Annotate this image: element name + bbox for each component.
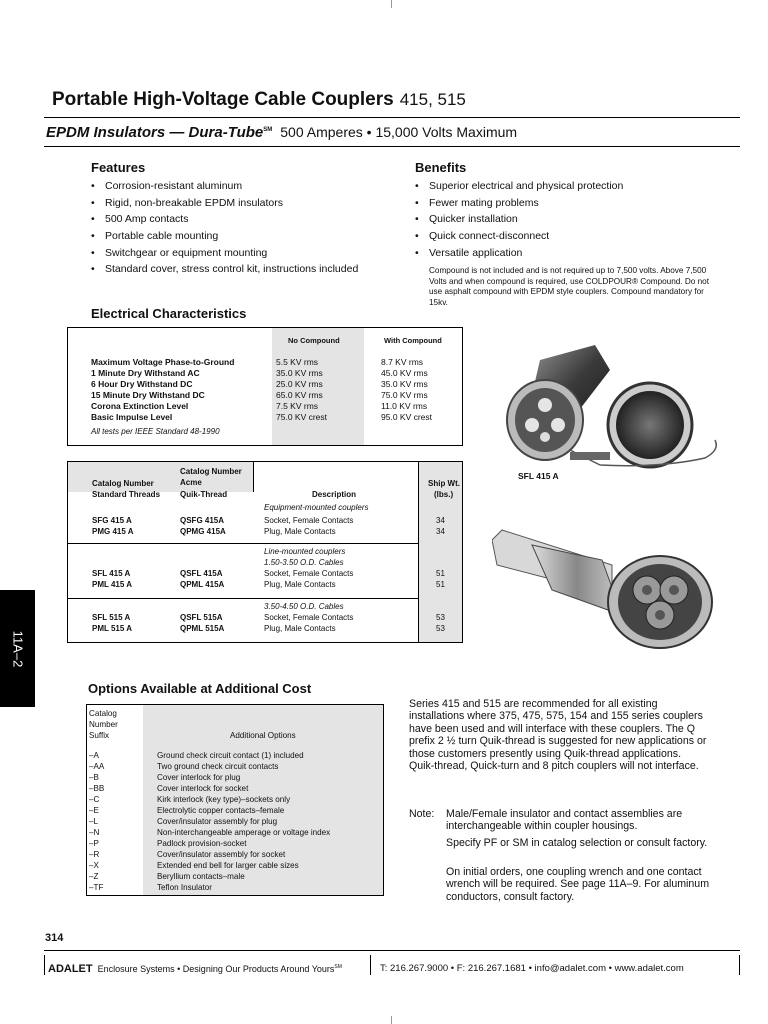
option-description: Cover interlock for plug	[157, 773, 241, 782]
electrical-row-label: 1 Minute Dry Withstand AC	[91, 368, 200, 378]
feature-item: • Portable cable mounting	[91, 228, 358, 245]
option-suffix: –AA	[89, 762, 105, 771]
feature-item: • 500 Amp contacts	[91, 211, 358, 228]
electrical-no-compound-value: 75.0 KV crest	[276, 412, 328, 422]
option-suffix: –BB	[89, 784, 105, 793]
catalog-standard-number: SFL 415 A	[92, 569, 131, 578]
h-ship-2: (lbs.)	[434, 490, 454, 499]
electrical-labels	[91, 357, 234, 423]
option-suffix: –Z	[89, 872, 99, 881]
feature-item: • Rigid, non-breakable EPDM insulators	[91, 195, 358, 212]
rating-text: 500 Amperes • 15,000 Volts Maximum	[280, 124, 518, 140]
electrical-row-label: 15 Minute Dry Withstand DC	[91, 390, 205, 400]
footer-divider-left	[44, 955, 45, 975]
page-subtitle	[46, 124, 517, 141]
benefit-item: • Quick connect-disconnect	[415, 228, 623, 245]
catalog-description: Plug, Male Contacts	[264, 580, 336, 589]
option-suffix: –B	[89, 773, 99, 782]
h-acme-1: Catalog Number	[180, 467, 242, 476]
electrical-with-compound-values	[381, 357, 432, 423]
catalog-group-title: Line-mounted couplers	[264, 547, 346, 556]
option-description: Padlock provision-socket	[157, 839, 247, 848]
feature-item: • Corrosion-resistant aluminum	[91, 178, 358, 195]
photo-caption: SFL 415 A	[518, 471, 559, 481]
electrical-no-compound-value: 25.0 KV rms	[276, 379, 323, 389]
catalog-acme-number: QPMG 415A	[180, 527, 226, 536]
footer-brand	[48, 963, 342, 975]
feature-item: • Standard cover, stress control kit, instructions included	[91, 261, 358, 278]
option-description: Two ground check circuit contacts	[157, 762, 279, 771]
catalog-description: Socket, Female Contacts	[264, 613, 354, 622]
catalog-acme-number: QPML 515A	[180, 624, 225, 633]
crop-mark-bottom	[391, 1016, 392, 1024]
h-suffix-2: Number	[89, 720, 118, 729]
catalog-description: Socket, Female Contacts	[264, 569, 354, 578]
option-description: Cover/insulator assembly for plug	[157, 817, 278, 826]
electrical-table	[67, 327, 463, 446]
catalog-standard-number: SFG 415 A	[92, 516, 132, 525]
coupler-photo-plug	[492, 520, 722, 650]
note-item-2: Specify PF or SM in catalog selection or consult factory.	[446, 837, 708, 849]
footer-divider-right	[739, 955, 740, 975]
option-description: Non-interchangeable amperage or voltage index	[157, 828, 331, 837]
compound-note: Compound is not included and is not required up to 7,500 volts. Above 7,500 Volts and when compound is required, use COLDPOUR® Compound. Do not use asphalt compound with EPDM style couplers. Compound mandatory for 15kv.	[429, 266, 710, 307]
option-suffix: –P	[89, 839, 99, 848]
catalog-ship-weight: 34	[436, 527, 445, 536]
insulators-text: EPDM Insulators — Dura-Tube	[46, 124, 264, 141]
electrical-with-compound-value: 95.0 KV crest	[381, 412, 433, 422]
features-heading: Features	[91, 160, 146, 175]
catalog-header-divider	[253, 462, 254, 492]
catalog-ship-weight: 53	[436, 624, 445, 633]
electrical-with-compound-value: 35.0 KV rms	[381, 379, 428, 389]
catalog-ship-weight: 34	[436, 516, 445, 525]
note-item-3: On initial orders, one coupling wrench and one contact wrench will be required. See page 11A–9. For aluminum conductors, consult factory.	[446, 866, 710, 903]
electrical-no-compound-values	[276, 357, 327, 423]
catalog-ship-weight: 51	[436, 569, 445, 578]
model-numbers: 415, 515	[399, 90, 466, 109]
h-acme-3: Quik-Thread	[180, 490, 228, 499]
catalog-standard-number: PML 515 A	[92, 624, 133, 633]
electrical-no-compound-value: 65.0 KV rms	[276, 390, 323, 400]
option-description: Teflon Insulator	[157, 883, 212, 892]
benefit-item: • Quicker installation	[415, 211, 623, 228]
benefits-list	[415, 178, 623, 261]
crop-mark-top	[391, 0, 392, 8]
options-heading: Options Available at Additional Cost	[88, 681, 312, 696]
catalog-group-divider	[68, 598, 418, 599]
brand-name: ADALET	[48, 963, 93, 975]
electrical-with-compound-value: 8.7 KV rms	[381, 357, 424, 367]
options-suffixes	[89, 750, 104, 893]
catalog-acme-number: QSFG 415A	[180, 516, 225, 525]
catalog-description: Plug, Male Contacts	[264, 624, 336, 633]
catalog-group-title: Equipment-mounted couplers	[264, 503, 369, 512]
catalog-standard-number: PMG 415 A	[92, 527, 134, 536]
electrical-with-compound-value: 75.0 KV rms	[381, 390, 428, 400]
h-catalog-1: Catalog Number	[92, 479, 154, 488]
catalog-description: Plug, Male Contacts	[264, 527, 336, 536]
option-suffix: –R	[89, 850, 100, 859]
electrical-with-compound-value: 45.0 KV rms	[381, 368, 428, 378]
h-additional-options: Additional Options	[230, 731, 296, 740]
catalog-standard-number: PML 415 A	[92, 580, 133, 589]
electrical-no-compound-value: 7.5 KV rms	[276, 401, 319, 411]
option-suffix: –N	[89, 828, 100, 837]
option-suffix: –A	[89, 751, 99, 760]
electrical-no-compound-value: 5.5 KV rms	[276, 357, 319, 367]
option-suffix: –X	[89, 861, 99, 870]
h-ship-1: Ship Wt.	[428, 479, 460, 488]
coupler-photo-socket	[500, 340, 725, 470]
h-suffix-1: Catalog	[89, 709, 117, 718]
footer-divider-mid	[370, 955, 371, 975]
option-description: Kirk interlock (key type)–sockets only	[157, 795, 291, 804]
electrical-note: All tests per IEEE Standard 48-1990	[91, 427, 220, 436]
col-no-compound: No Compound	[288, 336, 340, 345]
service-mark: SM	[263, 127, 273, 133]
option-description: Cover interlock for socket	[157, 784, 249, 793]
benefits-heading: Benefits	[415, 160, 467, 175]
section-tab	[0, 590, 35, 707]
option-suffix: –C	[89, 795, 100, 804]
catalog-description: Socket, Female Contacts	[264, 516, 354, 525]
h-catalog-2: Standard Threads	[92, 490, 161, 499]
catalog-group-divider	[68, 543, 418, 544]
electrical-row-label: Maximum Voltage Phase-to-Ground	[91, 357, 235, 367]
footer-tagline: Enclosure Systems • Designing Our Products Around Yours	[97, 964, 335, 974]
page-title	[52, 89, 466, 111]
h-suffix-3: Suffix	[89, 731, 110, 740]
footer-contact: T: 216.267.9000 • F: 216.267.1681 • info@adalet.com • www.adalet.com	[380, 963, 684, 974]
option-description: Ground check circuit contact (1) included	[157, 751, 304, 760]
section-tab-label: 11A–2	[10, 630, 25, 667]
catalog-acme-number: QSFL 515A	[180, 613, 223, 622]
benefit-item: • Fewer mating problems	[415, 195, 623, 212]
page-number: 314	[45, 932, 64, 944]
options-descriptions	[157, 750, 330, 893]
catalog-ship-weight: 51	[436, 580, 445, 589]
title-rule	[44, 117, 740, 118]
note-item-1: Male/Female insulator and contact assemblies are interchangeable within coupler housings.	[446, 808, 683, 833]
electrical-row-label: 6 Hour Dry Withstand DC	[91, 379, 193, 389]
option-description: Beryllium contacts–male	[157, 872, 245, 881]
footer-service-mark: SM	[334, 964, 342, 970]
option-suffix: –TF	[89, 883, 104, 892]
catalog-standard-number: SFL 515 A	[92, 613, 131, 622]
col-with-compound: With Compound	[384, 336, 442, 345]
option-suffix: –L	[89, 817, 99, 826]
catalog-ship-weight: 53	[436, 613, 445, 622]
electrical-no-compound-value: 35.0 KV rms	[276, 368, 323, 378]
electrical-row-label: Corona Extinction Level	[91, 401, 189, 411]
benefit-item: • Superior electrical and physical protection	[415, 178, 623, 195]
benefit-item: • Versatile application	[415, 245, 623, 262]
option-description: Extended end bell for larger cable sizes	[157, 861, 299, 870]
h-acme-2: Acme	[180, 478, 202, 487]
catalog-group-subtitle: 1.50-3.50 O.D. Cables	[264, 558, 344, 567]
series-paragraph: Series 415 and 515 are recommended for all existing installations where 375, 475, 575, 154 and 155 series couplers have been used and will interface with these couplers. The Q prefix 2 ½ turn Quik-thread is suggested for new applications or those customers presently using Quik-thread applications. Quik-thread, Quick-turn and 8 pitch couplers will not interface.	[409, 698, 707, 773]
electrical-row-label: Basic Impulse Level	[91, 412, 173, 422]
option-description: Electrolytic copper contacts–female	[157, 806, 285, 815]
option-description: Cover/insulator assembly for socket	[157, 850, 286, 859]
catalog-group-title: 3.50-4.50 O.D. Cables	[264, 602, 344, 611]
feature-item: • Switchgear or equipment mounting	[91, 245, 358, 262]
page-footer	[44, 950, 740, 975]
catalog-table	[67, 461, 463, 643]
electrical-heading: Electrical Characteristics	[91, 306, 247, 321]
note-label: Note:	[409, 808, 435, 820]
electrical-with-compound-value: 11.0 KV rms	[381, 401, 428, 411]
catalog-ship-divider	[418, 462, 419, 642]
features-list	[91, 178, 358, 278]
title-text: Portable High-Voltage Cable Couplers	[52, 89, 394, 110]
subtitle-rule	[44, 146, 740, 147]
option-suffix: –E	[89, 806, 99, 815]
h-description: Description	[312, 490, 357, 499]
catalog-acme-number: QPML 415A	[180, 580, 225, 589]
options-table	[86, 704, 384, 896]
catalog-acme-number: QSFL 415A	[180, 569, 223, 578]
